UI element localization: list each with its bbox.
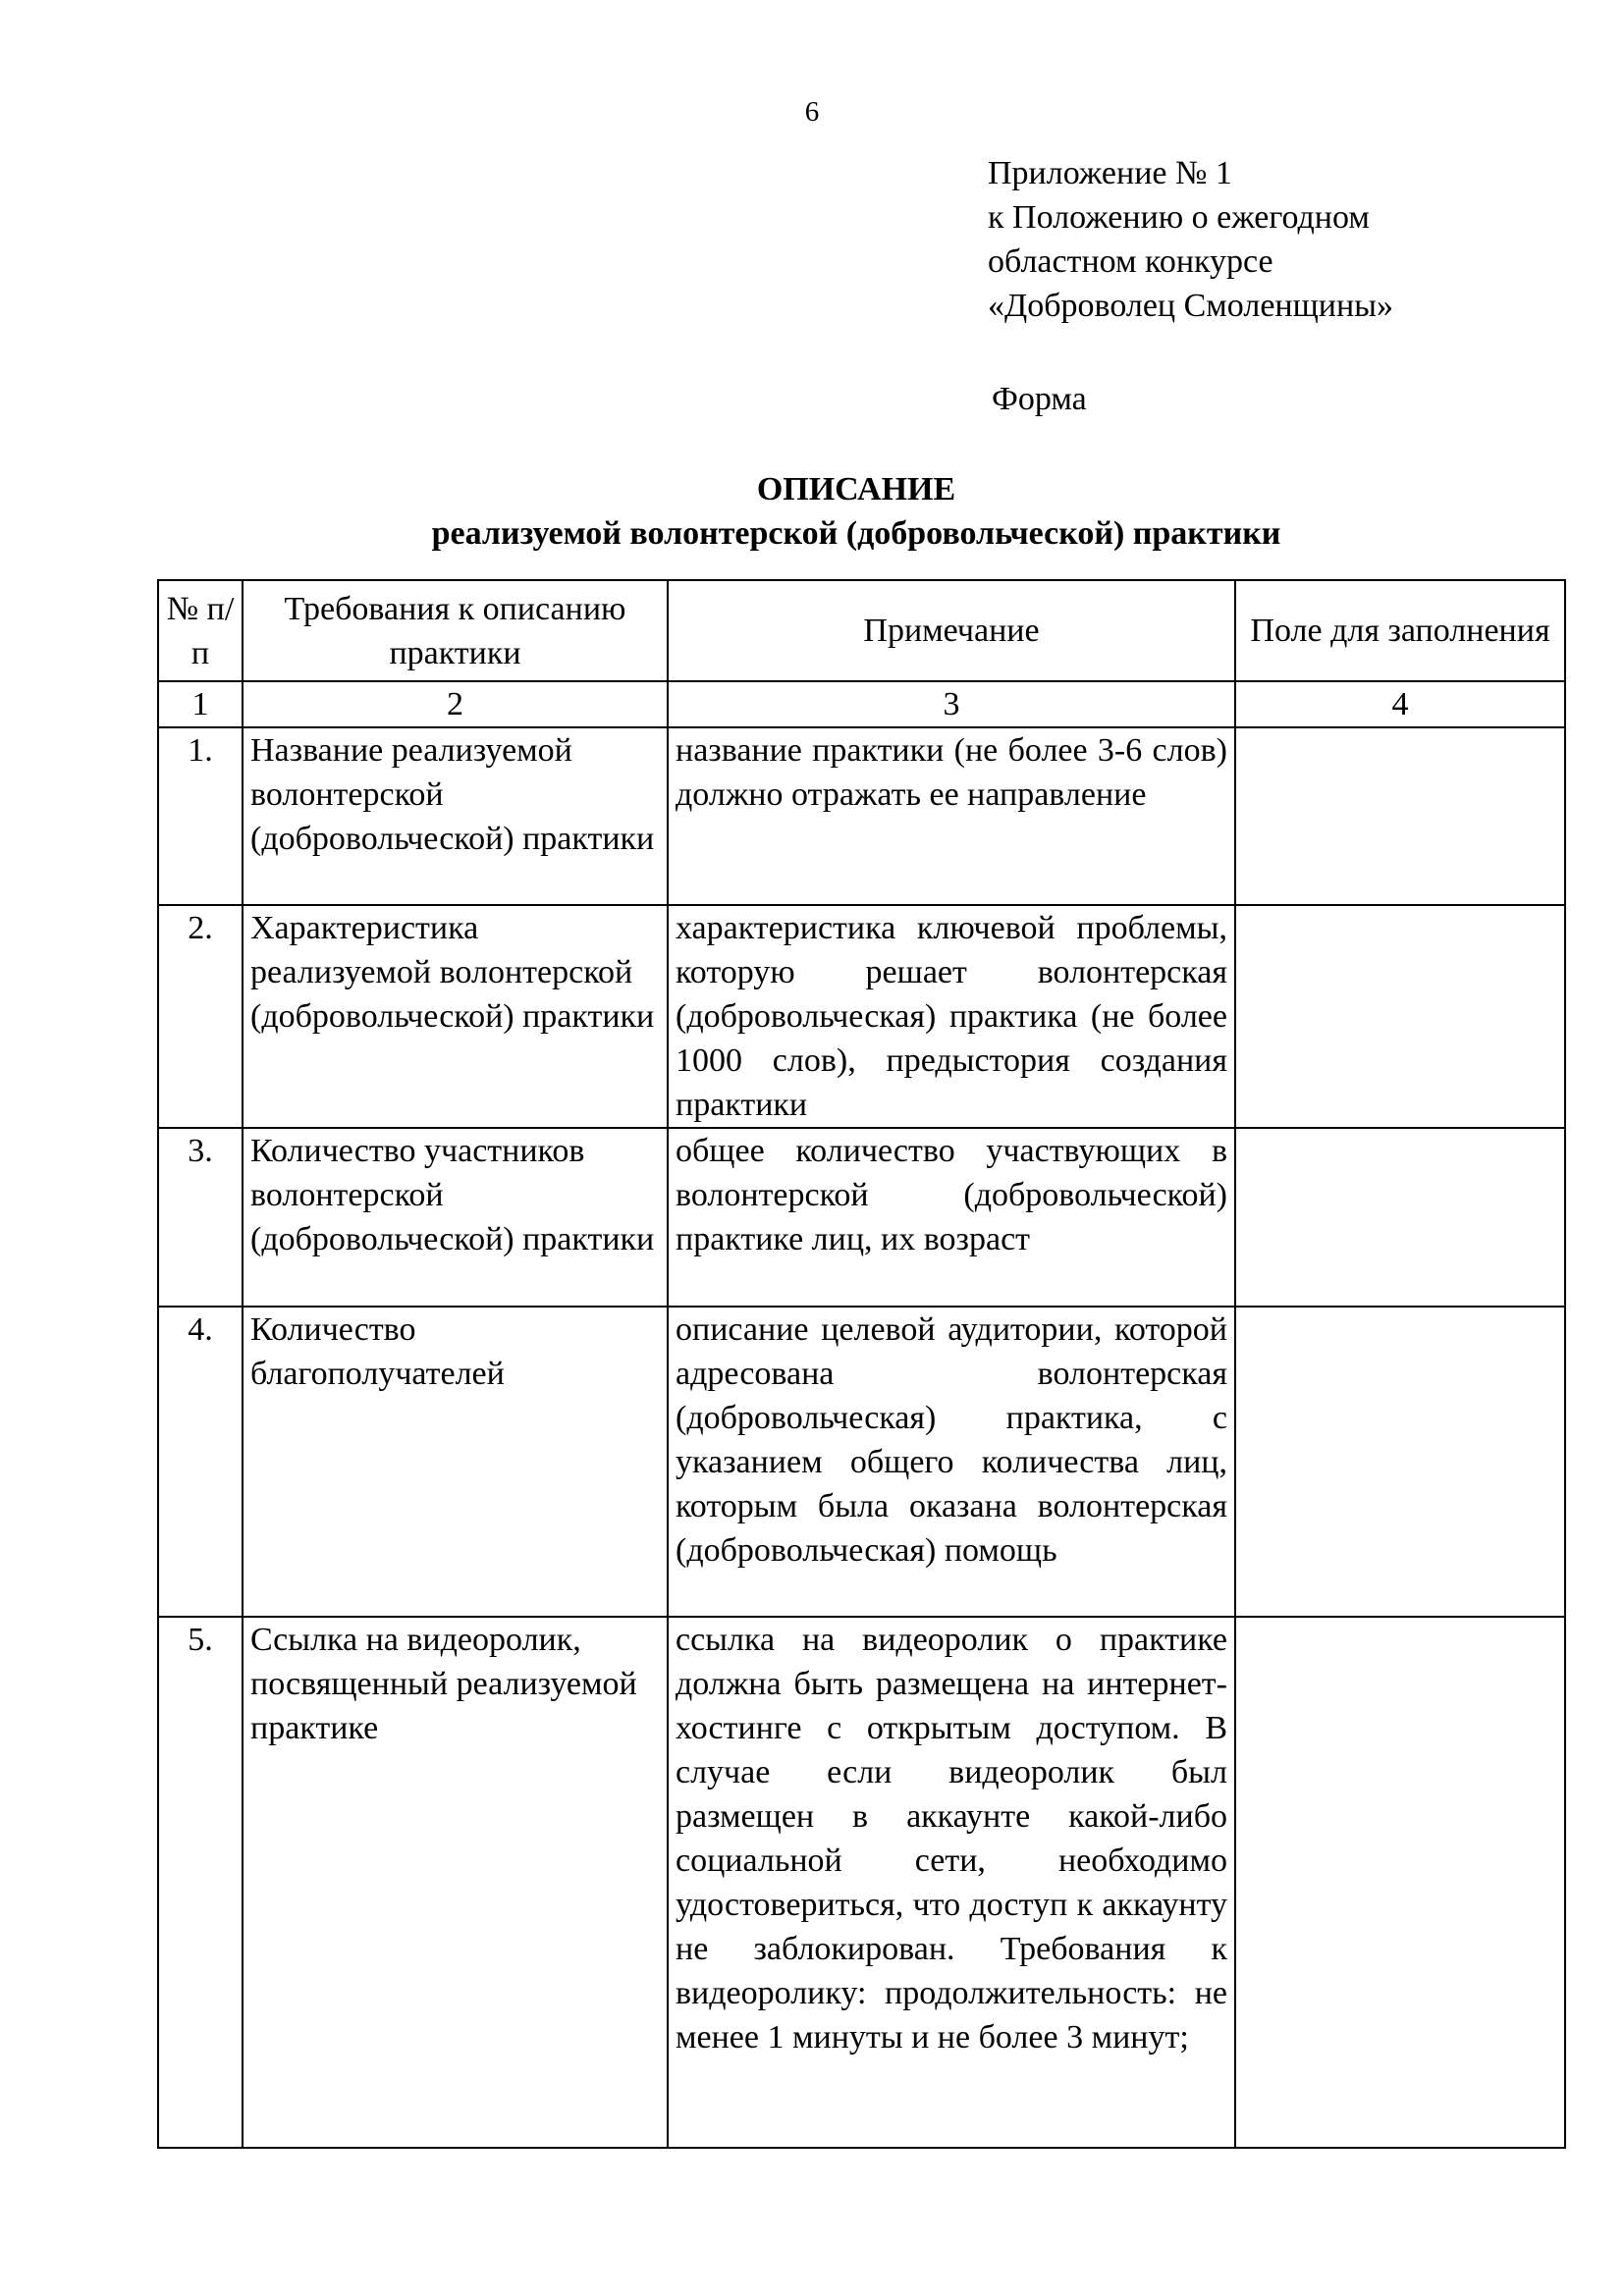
row-requirement: Ссылка на видеоролик, посвященный реализуемой практике [243, 1617, 668, 2148]
column-number: 1 [158, 681, 243, 727]
row-requirement: Количество участников волонтерской (добровольческой) практики [243, 1128, 668, 1307]
table-row [158, 727, 1565, 905]
row-note: общее количество участвующих в волонтерской (добровольческой) практике лиц, их возраст [668, 1128, 1235, 1307]
row-requirement: Название реализуемой волонтерской (добровольческой) практики [243, 727, 668, 905]
column-number: 2 [243, 681, 668, 727]
row-note: название практики (не более 3-6 слов) должно отражать ее направление [668, 727, 1235, 905]
practice-description-table [157, 579, 1566, 2149]
header-note: Примечание [668, 580, 1235, 681]
title-line-1: ОПИСАНИЕ [756, 471, 956, 507]
column-number: 4 [1235, 681, 1565, 727]
row-number: 5. [158, 1617, 243, 2148]
row-fill-field[interactable] [1235, 727, 1565, 905]
appendix-block [988, 151, 1393, 328]
row-number: 2. [158, 905, 243, 1128]
document-title [0, 467, 1624, 556]
row-number: 1. [158, 727, 243, 905]
row-note: описание целевой аудитории, которой адресована волонтерская (добровольческая) практика, с указанием общего количества лиц, которым была оказана волонтерская (добровольческая) помощь [668, 1307, 1235, 1617]
row-note: ссылка на видеоролик о практике должна быть размещена на интернет-хостинге с открытым доступом. В случае если видеоролик был размещен в аккаунте какой-либо социальной сети, необходимо удостовериться, что доступ к аккаунту не заблокирован. Требования к видеоролику: продолжительность: не менее 1 минуты и не более 3 минут; [668, 1617, 1235, 2148]
header-num: № п/п [158, 580, 243, 681]
appendix-line-3: областном конкурсе [988, 243, 1273, 280]
table-row [158, 905, 1565, 1128]
appendix-line-4: «Доброволец Смоленщины» [988, 288, 1394, 324]
page-number: 6 [804, 96, 820, 128]
column-number: 3 [668, 681, 1235, 727]
row-fill-field[interactable] [1235, 905, 1565, 1128]
title-line-2: реализуемой волонтерской (добровольческой) практики [431, 515, 1281, 552]
row-number: 4. [158, 1307, 243, 1617]
table-row [158, 1617, 1565, 2148]
header-requirements: Требования к описанию практики [243, 580, 668, 681]
row-fill-field[interactable] [1235, 1617, 1565, 2148]
table-row [158, 1128, 1565, 1307]
row-fill-field[interactable] [1235, 1307, 1565, 1617]
row-requirement: Характеристика реализуемой волонтерской (добровольческой) практики [243, 905, 668, 1128]
table-row [158, 1307, 1565, 1617]
header-field: Поле для заполнения [1235, 580, 1565, 681]
row-note: характеристика ключевой проблемы, которую решает волонтерская (добровольческая) практика (не более 1000 слов), предыстория создания практики [668, 905, 1235, 1128]
row-requirement: Количество благополучателей [243, 1307, 668, 1617]
appendix-line-1: Приложение № 1 [988, 155, 1232, 191]
appendix-line-2: к Положению о ежегодном [988, 199, 1370, 236]
table-header-row [158, 580, 1565, 681]
row-fill-field[interactable] [1235, 1128, 1565, 1307]
row-number: 3. [158, 1128, 243, 1307]
form-label: Форма [992, 381, 1087, 417]
column-number-row [158, 681, 1565, 727]
